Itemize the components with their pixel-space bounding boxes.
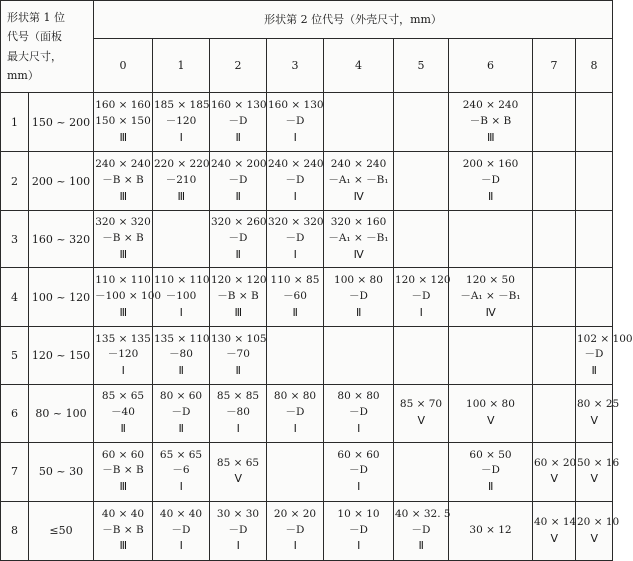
- type-class-label: Ⅴ: [590, 413, 598, 427]
- cell-line: 80 × 80: [273, 390, 317, 403]
- table-cell: [324, 327, 394, 384]
- cell-line: 100 × 80: [334, 274, 383, 287]
- table-cell: [449, 501, 533, 560]
- table-cell: [533, 93, 576, 152]
- cell-line: 85 × 65: [101, 390, 145, 403]
- table-cell: [324, 93, 394, 152]
- type-class-label: Ⅴ: [550, 472, 558, 486]
- table-cell: [267, 501, 324, 560]
- type-class-label: Ⅱ: [356, 305, 361, 319]
- cell-line: 60 × 20: [534, 456, 577, 469]
- table-cell: [533, 442, 576, 501]
- cell-line: 200 × 160: [462, 158, 519, 171]
- type-class-label: Ⅱ: [235, 247, 241, 261]
- cell-line: 10 × 10: [337, 507, 380, 520]
- cell-line: 85 × 70: [399, 397, 443, 410]
- type-class-label: Ⅴ: [590, 531, 598, 545]
- table-cell: [324, 152, 394, 211]
- table-cell: [576, 501, 620, 560]
- table-row: [1, 152, 613, 211]
- cell-line: 320 × 320: [268, 216, 324, 229]
- cell-line: 110 × 110: [154, 274, 210, 287]
- type-class-label: Ⅱ: [488, 480, 493, 494]
- column-header: 2: [210, 39, 267, 93]
- cell-line: －B × B: [102, 232, 144, 245]
- type-class-label: Ⅲ: [119, 305, 127, 319]
- type-class-label: Ⅴ: [417, 413, 425, 427]
- cell-line: 240 × 240: [268, 158, 324, 171]
- row-header-line-4: mm）: [7, 68, 39, 82]
- table-cell: [533, 327, 576, 384]
- type-class-label: Ⅰ: [179, 305, 183, 319]
- row-number: 7: [1, 442, 29, 501]
- type-class-label: Ⅰ: [179, 480, 183, 494]
- table-cell: [533, 268, 576, 327]
- type-class-label: Ⅲ: [234, 305, 242, 319]
- table-cell: [394, 211, 449, 268]
- row-number: 2: [1, 152, 29, 211]
- row-range: 120 ~ 150: [29, 327, 94, 384]
- cell-line: 320 × 160: [330, 216, 387, 229]
- table-cell: [576, 384, 620, 442]
- cell-line: －D: [285, 405, 305, 418]
- cell-line: 80 × 25: [577, 397, 620, 410]
- cell-line: 120 × 120: [211, 274, 267, 287]
- cell-line: 135 × 135: [95, 332, 151, 345]
- type-class-label: Ⅰ: [236, 421, 240, 435]
- row-range: ≤50: [29, 501, 94, 560]
- type-class-label: Ⅰ: [357, 421, 360, 435]
- cell-line: 120 × 120: [395, 274, 451, 287]
- table-cell: [94, 384, 153, 442]
- table-cell: [576, 442, 620, 501]
- type-class-label: Ⅰ: [293, 189, 297, 203]
- type-class-label: Ⅲ: [119, 247, 127, 261]
- table-cell: [449, 268, 533, 327]
- table-cell: [267, 211, 324, 268]
- cell-line: 150 × 150: [95, 114, 151, 127]
- cell-line: 60 × 50: [469, 448, 512, 461]
- cell-line: 40 × 14: [534, 515, 577, 528]
- table-cell: [324, 268, 394, 327]
- cell-line: 240 × 200: [211, 158, 267, 171]
- type-class-label: Ⅱ: [418, 539, 424, 553]
- cell-line: －210: [165, 173, 197, 186]
- cell-line: －B × B: [102, 464, 144, 477]
- cell-line: 100 × 80: [466, 397, 515, 410]
- cell-line: －100: [165, 290, 197, 303]
- cell-line: 320 × 260: [211, 216, 267, 229]
- cell-line: 102 × 100: [577, 332, 633, 345]
- table-cell: [153, 442, 210, 501]
- table-cell: [449, 152, 533, 211]
- type-class-label: Ⅳ: [485, 305, 496, 319]
- row-number: 4: [1, 268, 29, 327]
- cell-line: －6: [172, 464, 190, 477]
- cell-line: －D: [285, 114, 305, 127]
- table-cell: [267, 152, 324, 211]
- table-cell: [533, 211, 576, 268]
- column-header: 4: [324, 39, 394, 93]
- cell-line: －A₁ × －B₁: [460, 290, 521, 303]
- table-cell: [267, 268, 324, 327]
- table-cell: [576, 211, 613, 268]
- cell-line: －B × B: [102, 173, 144, 186]
- cell-line: －D: [411, 290, 431, 303]
- type-class-label: Ⅱ: [292, 305, 298, 319]
- cell-line: 80 × 60: [159, 390, 203, 403]
- type-class-label: Ⅲ: [177, 189, 185, 203]
- type-class-label: Ⅰ: [179, 539, 183, 553]
- cell-line: －D: [171, 523, 191, 536]
- type-class-label: Ⅲ: [119, 539, 127, 553]
- table-cell: [576, 93, 613, 152]
- table-cell: [449, 93, 533, 152]
- table-cell: [394, 152, 449, 211]
- type-class-label: Ⅳ: [353, 189, 364, 203]
- cell-line: －D: [349, 464, 368, 477]
- type-class-label: Ⅱ: [235, 189, 241, 203]
- cell-line: 40 × 40: [159, 507, 203, 520]
- table-cell: [324, 211, 394, 268]
- cell-line: －D: [481, 173, 500, 186]
- cell-line: －D: [481, 464, 500, 477]
- cell-line: －B × B: [469, 114, 512, 127]
- row-header-line-1: 形状第 1 位: [7, 11, 65, 24]
- cell-line: 60 × 60: [101, 448, 145, 461]
- table-cell: [153, 501, 210, 560]
- type-class-label: Ⅱ: [120, 421, 126, 435]
- cell-line: －D: [285, 173, 305, 186]
- table-cell: [324, 501, 394, 560]
- cell-line: －70: [226, 348, 250, 361]
- cell-line: 20 × 20: [273, 507, 317, 520]
- type-class-label: Ⅳ: [353, 247, 364, 261]
- cell-line: －B × B: [102, 523, 144, 536]
- cell-line: 185 × 185: [154, 99, 210, 112]
- table-cell: [210, 152, 267, 211]
- cell-line: 30 × 12: [469, 524, 512, 537]
- table-cell: [267, 93, 324, 152]
- cell-line: 20 × 10: [577, 515, 620, 528]
- table-cell: [533, 384, 576, 442]
- type-class-label: Ⅴ: [590, 472, 598, 486]
- table-cell: [94, 327, 153, 384]
- cell-line: －120: [107, 348, 139, 361]
- type-class-label: Ⅱ: [488, 189, 493, 203]
- table-cell: [576, 268, 613, 327]
- cell-line: 160 × 160: [95, 99, 151, 112]
- type-class-label: Ⅱ: [235, 364, 241, 378]
- table-cell: [94, 211, 153, 268]
- header-row-top: [1, 1, 613, 39]
- type-class-label: Ⅲ: [119, 130, 127, 144]
- table-cell: [449, 327, 533, 384]
- table-cell: [94, 268, 162, 327]
- table-cell: [533, 152, 576, 211]
- column-header: 8: [576, 39, 613, 93]
- row-range: 80 ~ 100: [29, 384, 94, 442]
- cell-line: －A₁ × －B₁: [328, 232, 389, 245]
- table-cell: [210, 384, 267, 442]
- type-class-label: Ⅱ: [591, 364, 597, 378]
- cell-line: 135 × 110: [154, 332, 210, 345]
- cell-line: 65 × 65: [159, 448, 203, 461]
- table-row: [1, 327, 613, 384]
- cell-line: 80 × 80: [337, 390, 380, 403]
- type-class-label: Ⅰ: [419, 305, 423, 319]
- cell-line: 240 × 240: [462, 99, 519, 112]
- row-number: 5: [1, 327, 29, 384]
- cell-line: 110 × 85: [270, 274, 320, 287]
- cell-line: －D: [349, 290, 368, 303]
- cell-line: 240 × 240: [95, 158, 151, 171]
- cell-line: －60: [283, 290, 307, 303]
- cell-line: 85 × 85: [216, 390, 260, 403]
- type-class-label: Ⅰ: [357, 539, 360, 553]
- table-cell: [394, 268, 449, 327]
- table-cell: [394, 93, 449, 152]
- type-class-label: Ⅰ: [236, 539, 240, 553]
- cell-line: －80: [169, 348, 193, 361]
- cell-line: －D: [349, 405, 368, 418]
- table-cell: [394, 384, 449, 442]
- column-header: 6: [449, 39, 533, 93]
- table-row: [1, 442, 613, 501]
- cell-line: －D: [228, 523, 248, 536]
- table-cell: [324, 442, 394, 501]
- cell-line: 85 × 65: [216, 456, 260, 469]
- cell-line: 50 × 16: [577, 456, 620, 469]
- table-cell: [94, 442, 153, 501]
- table-cell: [153, 327, 210, 384]
- row-header-cell: [1, 1, 94, 93]
- table-row: [1, 93, 613, 152]
- table-cell: [153, 384, 210, 442]
- row-range: 50 ~ 30: [29, 442, 94, 501]
- table-cell: [267, 327, 324, 384]
- type-class-label: Ⅰ: [293, 247, 297, 261]
- cell-line: 40 × 40: [101, 507, 145, 520]
- cell-line: －120: [165, 114, 197, 127]
- cell-line: －A₁ × －B₁: [328, 173, 389, 186]
- table-cell: [394, 327, 449, 384]
- type-class-label: Ⅰ: [121, 364, 125, 378]
- table-cell: [449, 384, 533, 442]
- cell-line: －D: [584, 348, 604, 361]
- table-cell: [267, 442, 324, 501]
- table-cell: [210, 442, 267, 501]
- row-header-line-3: 最大尺寸，: [7, 49, 62, 63]
- table-cell: [210, 211, 267, 268]
- cell-line: 220 × 220: [154, 158, 210, 171]
- type-class-label: Ⅴ: [486, 413, 495, 427]
- table-cell: [94, 93, 153, 152]
- type-class-label: Ⅰ: [293, 130, 297, 144]
- column-group-header: 形状第 2 位代号（外壳尺寸，mm）: [94, 1, 613, 39]
- row-range: 100 ~ 120: [29, 268, 94, 327]
- cell-line: －D: [411, 523, 431, 536]
- table-cell: [394, 442, 449, 501]
- cell-line: －D: [228, 173, 248, 186]
- table-cell: [576, 327, 633, 384]
- cell-line: 240 × 240: [330, 158, 387, 171]
- table-row: [1, 384, 613, 442]
- column-header: 3: [267, 39, 324, 93]
- row-number: 8: [1, 501, 29, 560]
- table-cell: [267, 384, 324, 442]
- row-range: 160 ~ 320: [29, 211, 94, 268]
- column-header: 5: [394, 39, 449, 93]
- table-cell: [576, 152, 613, 211]
- table-cell: [394, 501, 449, 560]
- cell-line: 60 × 60: [337, 448, 380, 461]
- type-class-label: Ⅴ: [234, 472, 242, 486]
- table-row: [1, 268, 613, 327]
- row-range: 150 ~ 200: [29, 93, 94, 152]
- table-cell: [153, 93, 210, 152]
- cell-line: 130 × 105: [211, 332, 267, 345]
- table-row: [1, 501, 613, 560]
- cell-line: 40 × 32. 5: [395, 507, 451, 520]
- type-class-label: Ⅲ: [119, 189, 127, 203]
- type-class-label: Ⅰ: [293, 421, 297, 435]
- table-cell: [210, 268, 267, 327]
- cell-line: 120 × 50: [466, 274, 515, 287]
- table-cell: [153, 211, 210, 268]
- cell-line: －D: [228, 232, 248, 245]
- table-cell: [153, 152, 210, 211]
- cell-line: －80: [226, 405, 250, 418]
- cell-line: －D: [285, 523, 305, 536]
- type-class-label: Ⅲ: [486, 130, 495, 144]
- cell-line: 320 × 320: [95, 216, 151, 229]
- cell-line: 30 × 30: [216, 507, 260, 520]
- type-class-label: Ⅰ: [293, 539, 297, 553]
- table-cell: [153, 268, 210, 327]
- table-cell: [210, 501, 267, 560]
- type-class-label: Ⅰ: [357, 480, 360, 494]
- cell-line: 160 × 130: [268, 99, 324, 112]
- table-cell: [324, 384, 394, 442]
- cell-line: －B × B: [217, 290, 259, 303]
- row-header-line-2: 代号（面板: [7, 30, 62, 44]
- table-cell: [94, 152, 153, 211]
- cell-line: －40: [111, 405, 135, 418]
- column-header: 0: [94, 39, 153, 93]
- type-class-label: Ⅲ: [119, 480, 127, 494]
- table-body: [1, 93, 633, 561]
- table-cell: [210, 93, 267, 152]
- row-number: 6: [1, 384, 29, 442]
- table-cell: [533, 501, 576, 560]
- table-cell: [210, 327, 267, 384]
- column-header: 7: [533, 39, 576, 93]
- table-row: [1, 211, 613, 268]
- row-number: 3: [1, 211, 29, 268]
- column-header: 1: [153, 39, 210, 93]
- cell-line: －D: [171, 405, 191, 418]
- table-cell: [94, 501, 153, 560]
- table-cell: [449, 211, 533, 268]
- row-range: 200 ~ 100: [29, 152, 94, 211]
- cell-line: 110 × 110: [95, 274, 151, 287]
- type-class-label: Ⅰ: [179, 130, 183, 144]
- type-class-label: Ⅴ: [550, 531, 558, 545]
- table-cell: [449, 442, 533, 501]
- cell-line: －100 × 100: [95, 290, 162, 303]
- type-class-label: Ⅱ: [178, 421, 184, 435]
- type-class-label: Ⅱ: [178, 364, 184, 378]
- row-number: 1: [1, 93, 29, 152]
- cell-line: －D: [349, 523, 368, 536]
- cell-line: 160 × 130: [211, 99, 267, 112]
- type-class-label: Ⅱ: [235, 130, 241, 144]
- cell-line: －D: [228, 114, 248, 127]
- cell-line: －D: [285, 232, 305, 245]
